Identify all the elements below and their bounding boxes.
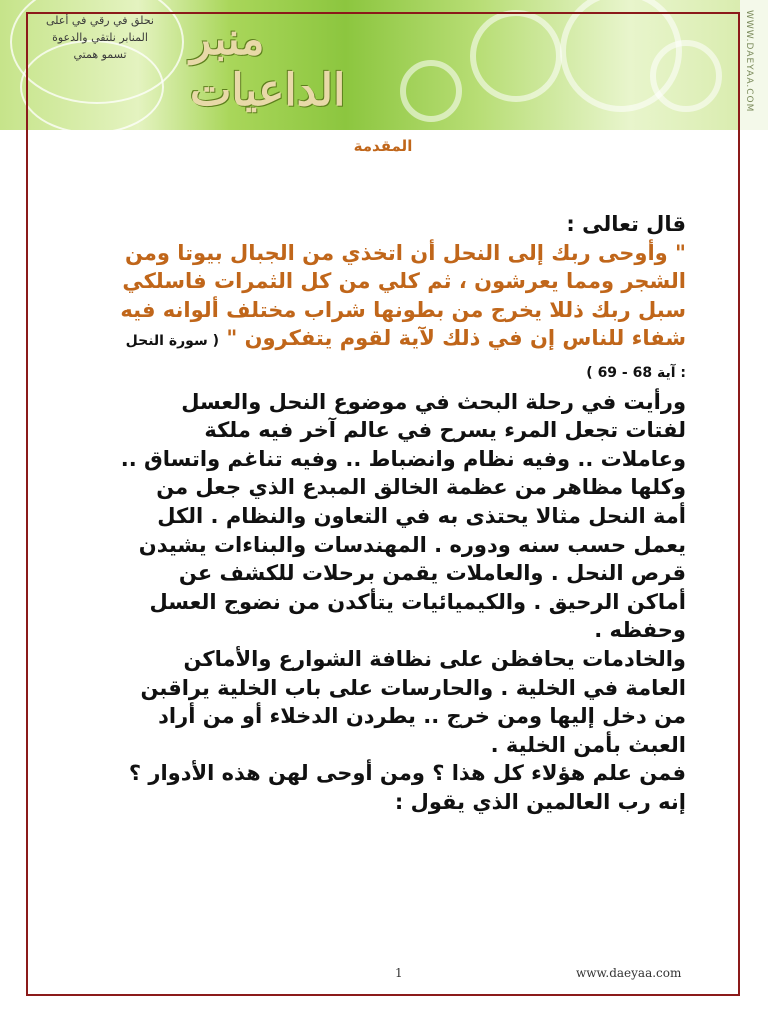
paragraph: فمن علم هؤلاء كل هذا ؟ ومن أوحى لهن هذه الأدوار ؟ xyxy=(128,761,686,786)
paragraph: إنه رب العالمين الذي يقول : xyxy=(394,789,686,814)
verse-reference: ( سورة النحل : آية 68 - 69 ) xyxy=(125,333,686,381)
intro-line: قال تعالى : xyxy=(566,212,686,236)
paragraph: ورأيت في رحلة البحث في موضوع النحل والعسل لفتات تجعل المرء يسرح في عالم آخر فيه ملكة وعاملات .. وفيه نظام وانضباط .. وفيه تناغم واتساق .. وكلها مظاهر من عظمة الخالق المبدع الذي جعل من أمة النحل مثالا يحتذى به في التعاون والنظام . الكل يعمل حسب سنه ودوره . المهندسات والبناءات يشيدن قرص النحل . والعاملات يقمن برحلات للكشف عن أماكن الرحيق . والكيميائيات يتأكدن من نضوج العسل وحفظه . xyxy=(120,389,686,643)
header-tagline: نحلق في رقي في أعلى المنابر نلتقي والدعوة تسمو همتي xyxy=(46,14,154,61)
paragraph: والخادمات يحافظن على نظافة الشوارع والأماكن العامة في الخلية . والحارسات على باب الخلية يراقبن من دخل إليها ومن خرج .. يطردن الدخلاء أو من أراد العبث بأمن الخلية . xyxy=(140,646,686,757)
logo-text: منبر الداعيات xyxy=(190,14,346,116)
article-body xyxy=(120,210,686,816)
quran-verse: " وأوحى ربك إلى النحل أن اتخذي من الجبال بيوتا ومن الشجر ومما يعرشون ، ثم كلي من كل الثمرات فاسلكي سبل ربك ذللا يخرج من بطونها شراب مختلف ألوانه فيه شفاء للناس إن في ذلك لآية لقوم يتفكرون " xyxy=(120,240,686,351)
page-title: المقدمة xyxy=(353,137,413,155)
page-number: 1 xyxy=(395,966,403,980)
footer-link[interactable]: www.daeyaa.com xyxy=(576,966,682,980)
side-url: WWW.DAEYAA.COM xyxy=(744,10,754,113)
